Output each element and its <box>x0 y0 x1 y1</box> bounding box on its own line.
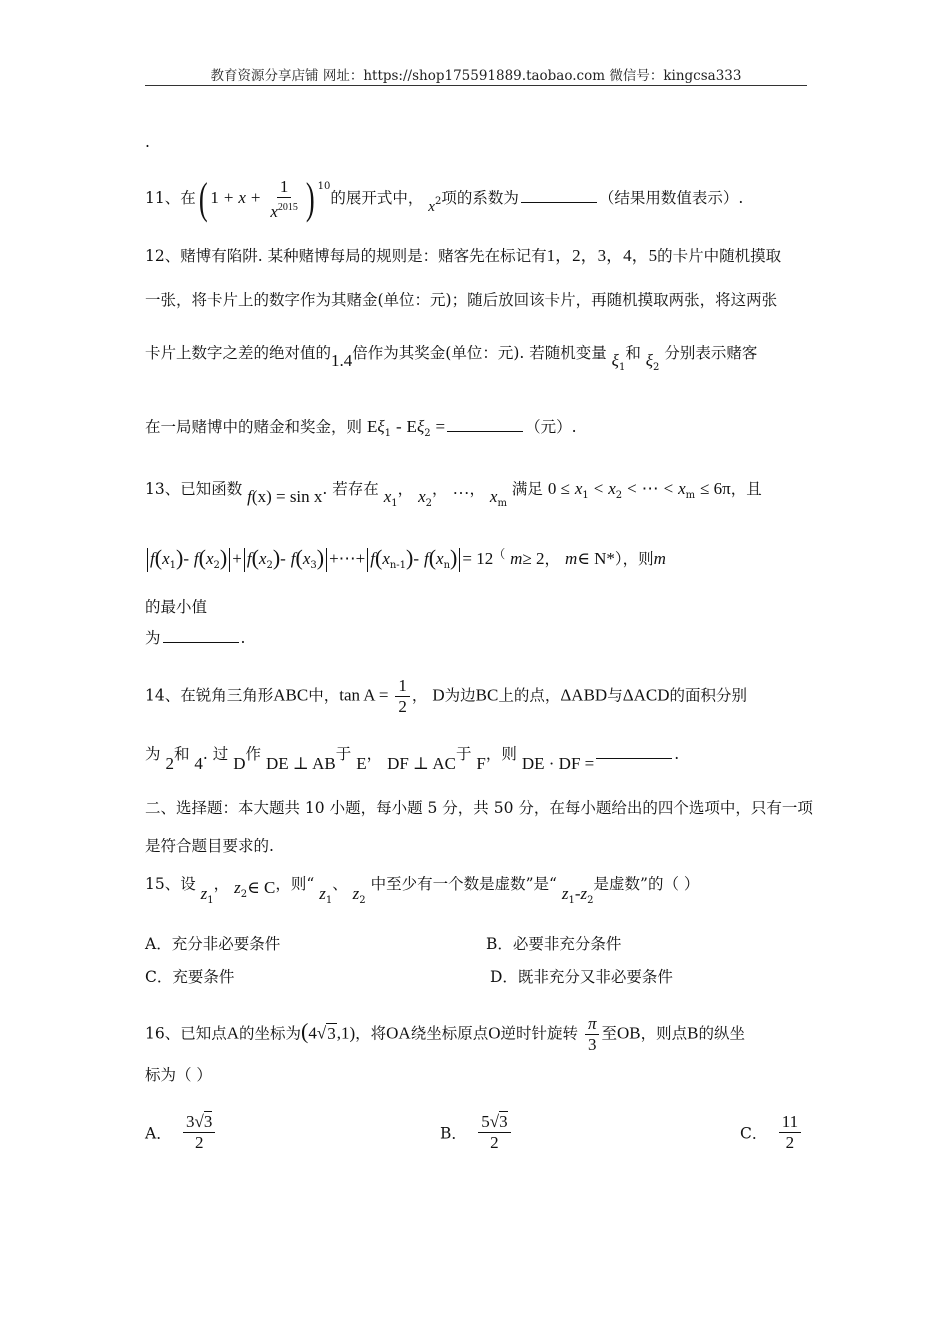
q13-cond-m1: m <box>510 549 523 568</box>
question-12-line-4 <box>145 416 577 445</box>
q13-sum-cdots: ⋯ <box>338 549 356 568</box>
q13-abs-bar-5 <box>367 548 368 572</box>
q16-coord-4: 4 <box>308 1023 317 1043</box>
q13-plus-2: + <box>329 549 339 568</box>
q15-z2-sub: 2 <box>240 889 248 900</box>
q15-in-C: ∈ C <box>247 878 276 897</box>
q14-area-text: 的面积分别 <box>669 686 748 705</box>
q13-cond-comma: ， <box>544 550 561 568</box>
q15-diff-z2: z <box>580 884 588 903</box>
q15-cond-z2-sub: 2 <box>359 895 366 906</box>
q11-open-paren: ( <box>198 174 208 223</box>
q13-plus-3: + <box>355 549 366 568</box>
q16-option-a[interactable] <box>145 1112 217 1153</box>
question-16-line-2: 标为（ ） <box>145 1066 212 1084</box>
q13-cond-close: ），则 <box>614 550 654 568</box>
q15-z1: z <box>200 884 208 903</box>
q13-term1-x: x <box>162 549 170 568</box>
q13-satisfy: 满足 <box>511 480 543 498</box>
q14-D-2: D <box>233 754 246 773</box>
q16-option-b-den: 2 <box>490 1133 499 1152</box>
q14-area-2: 2 <box>165 754 174 773</box>
q13-answer-blank[interactable] <box>163 628 239 643</box>
q16-rotate: 逆时针旋转 <box>500 1024 579 1043</box>
q13-ineq-x2: x <box>608 479 616 498</box>
q13-abs-bar-3 <box>244 548 245 572</box>
question-12-line-2: 一张，将卡片上的数字作为其赌金(单位：元)；随后放回该卡片，再随机摸取两张，将这两张 <box>145 291 778 309</box>
q15-option-d[interactable] <box>490 965 673 987</box>
q14-answer-blank[interactable] <box>596 744 672 759</box>
q13-term2-x: x <box>205 549 214 568</box>
q14-wei: 为 <box>145 745 161 763</box>
q13-term1-f: f <box>150 549 155 568</box>
q14-yu-3: 于 <box>455 745 472 763</box>
q13-f: f <box>247 487 252 506</box>
q15-option-c-text: C．充要条件 <box>145 968 235 986</box>
q16-jiang: ，将 <box>355 1024 387 1043</box>
q13-x1-sub: 1 <box>391 498 398 509</box>
q15-then: ，则“ <box>275 875 315 893</box>
q15-option-a[interactable] <box>145 932 280 954</box>
q16-coord-label: 的坐标为 <box>239 1024 302 1043</box>
q12-line1-text: 12、赌博有陷阱. 某种赌博每局的规则是：赌客先在标记有 <box>145 247 547 265</box>
q13-term2-f: f <box>193 549 199 568</box>
q14-shang-dian: 上的点， <box>498 686 561 705</box>
q16-O: O <box>488 1023 501 1043</box>
question-14-line-1 <box>145 676 747 717</box>
q13-cdots: ⋯ <box>641 479 659 498</box>
question-13-line-3: 的最小值 <box>145 598 208 616</box>
q11-term-exp: 2 <box>434 196 442 207</box>
q13-term3-f: f <box>246 549 252 568</box>
q13-cond-m2: m <box>565 549 578 568</box>
q13-period: . <box>240 629 246 647</box>
question-12-line-1 <box>145 245 781 267</box>
q14-tanA: tan A = <box>339 685 389 705</box>
q11-after: （结果用数值表示）. <box>598 189 744 207</box>
q13-term6-sub: n <box>443 560 451 571</box>
stray-dot: . <box>145 133 150 151</box>
section-2-line-1: 二、选择题：本大题共 10 小题，每小题 5 分，共 50 分，在每小题给出的四个选项中，只有一项 <box>145 799 813 817</box>
q15-cond-z2: z <box>352 884 360 903</box>
q14-he: 和 <box>173 745 190 763</box>
q13-term5-x: x <box>382 549 390 568</box>
q16-option-c-value <box>779 1112 801 1153</box>
q13-ineq-end: ≤ 6π <box>700 479 731 498</box>
q16-option-a-label: A． <box>145 1124 172 1143</box>
q11-mid: 的展开式中， <box>330 189 424 207</box>
q15-mid: 中至少有一个数是虚数”是“ <box>370 875 557 893</box>
q15-option-b-text: B．必要非充分条件 <box>486 935 622 953</box>
q13-lt-2: < <box>627 479 637 498</box>
q13-abs-bar-4 <box>326 548 327 572</box>
q12-xi-1-sub: 1 <box>618 362 626 373</box>
q13-term3-minus: - <box>280 549 286 568</box>
q13-abs-bar-2 <box>229 548 230 572</box>
q14-E: E <box>356 754 367 773</box>
q13-term1-open: ( <box>154 545 163 570</box>
q11-number: 11、在 <box>145 189 196 207</box>
q13-term3-sub: 2 <box>266 560 273 571</box>
q16-option-c-den: 2 <box>785 1133 795 1152</box>
question-16-line-1 <box>145 1014 745 1055</box>
q12-expect-sub-2: 2 <box>424 428 431 439</box>
q16-option-c-num: 11 <box>779 1112 801 1133</box>
q11-frac-den-base: x <box>270 201 278 221</box>
q16-option-a-den: 2 <box>194 1133 204 1152</box>
q16-OA: OA <box>386 1023 411 1043</box>
q12-line4-tail: （元）. <box>525 418 577 436</box>
q16-option-b-value: $\frac{5√3}{2}$ <box>478 1112 510 1153</box>
q14-area-4: 4 <box>194 754 203 773</box>
q11-plus-1: + <box>223 188 234 207</box>
q16-coord-rest: ,1) <box>336 1023 356 1043</box>
q11-frac-den-exp: 2015 <box>277 201 298 213</box>
q16-option-b-coef: 5 <box>481 1112 490 1131</box>
q13-term2-close: ) <box>219 545 228 570</box>
q13-term4-open: ( <box>295 545 303 570</box>
q13-term3-x: x <box>258 549 267 568</box>
question-13-line-4 <box>145 627 245 649</box>
q14-triangle-ACD: ΔACD <box>622 685 670 705</box>
q14-frac-num: 1 <box>395 676 410 697</box>
q13-line4-text: 为 <box>145 629 161 647</box>
q13-abs-bar-6 <box>459 548 460 572</box>
q13-comma-2: ， <box>432 480 448 498</box>
q13-xm: x <box>489 487 498 506</box>
q13-ellipsis: … <box>452 479 470 498</box>
q12-xi-2-sub: 2 <box>653 362 660 373</box>
q13-term3-close: ) <box>272 545 281 570</box>
q14-dot-product: DE · DF = <box>521 754 595 773</box>
q15-option-b[interactable] <box>486 932 621 954</box>
q13-xm-sub: m <box>497 498 507 509</box>
q11-plus-2: + <box>250 188 261 207</box>
q13-term1-close: ) <box>175 545 184 570</box>
q13-and: ，且 <box>730 480 762 498</box>
q13-cond-m3: m <box>653 549 666 568</box>
q12-line4-text: 在一局赌博中的赌金和奖金，则 <box>145 418 363 436</box>
q13-x1: x <box>383 487 392 506</box>
q13-comma-1: ， <box>397 480 414 498</box>
q13-ineq-start: 0 ≤ <box>547 479 570 498</box>
q13-ineq-x1: x <box>574 479 583 498</box>
q12-minus: - <box>395 417 402 436</box>
q13-x2: x <box>418 487 426 506</box>
q12-line3-text: 卡片上数字之差的绝对值的 <box>145 344 332 362</box>
q16-option-b-label: B． <box>440 1124 467 1143</box>
q13-cond-in-set: ∈ N* <box>577 549 615 568</box>
q11-power: 10 <box>317 181 331 192</box>
question-12-line-3 <box>145 342 757 379</box>
q12-line3-tail: 分别表示赌客 <box>664 344 758 362</box>
q13-equals-12: = 12 <box>462 549 494 568</box>
q11-close-paren: ) <box>305 174 315 223</box>
q14-DE-perp-AB: DE ⊥ AB <box>265 754 336 773</box>
q11-tail: 项的系数为 <box>441 189 519 207</box>
header-divider <box>145 85 807 86</box>
q16-coord-open: ( <box>301 1018 309 1044</box>
q13-cond-ge2: ≥ 2 <box>522 549 545 568</box>
q14-yu: 与 <box>607 686 623 705</box>
q13-cond-open: （ <box>493 547 506 561</box>
q14-intro: 14、在锐角三角形 <box>145 686 274 705</box>
q13-term4-f: f <box>290 549 296 568</box>
q13-term5-sub: n-1 <box>389 560 407 571</box>
q15-option-a-text: A．充分非必要条件 <box>145 935 281 953</box>
q13-term2-open: ( <box>198 545 206 570</box>
question-13-line-2 <box>145 543 666 577</box>
section-2-line-2: 是符合题目要求的. <box>145 837 274 855</box>
q14-BC: BC <box>475 685 499 705</box>
q13-term5-close: ) <box>406 545 414 570</box>
q11-answer-blank[interactable] <box>521 188 597 203</box>
q14-comma-1: ， <box>411 686 428 705</box>
q12-line3-mid: 倍作为其奖金(单位：元). 若随机变量 <box>352 344 607 362</box>
q12-line1-tail: 的卡片中随机摸取 <box>657 247 782 265</box>
q13-exists: . 若存在 <box>322 480 379 498</box>
q16-option-a-coef: 3 <box>186 1112 195 1131</box>
q14-period: . <box>674 745 680 763</box>
q15-comma: ， <box>213 875 230 893</box>
q14-DF-perp-AC: DF ⊥ AC <box>387 754 456 773</box>
q15-z1-sub: 1 <box>207 895 214 906</box>
q14-yu-2: 于 <box>335 745 352 763</box>
q14-ABC: ABC <box>273 685 309 705</box>
q16-zhi: 至 <box>601 1024 617 1043</box>
q16-around-origin: 绕坐标原点 <box>410 1024 489 1043</box>
q13-term1-sub: 1 <box>169 560 176 571</box>
q13-intro: 13、已知函数 <box>145 480 243 498</box>
page-header: 教育资源分享店铺 网址：https://shop175591889.taobao.com 微信号：kingcsa333 <box>210 68 742 84</box>
q16-option-c-label: C． <box>740 1124 768 1143</box>
q14-comma-2: ， <box>366 745 383 763</box>
q16-option-b[interactable] <box>440 1112 513 1153</box>
q14-zhong: 中， <box>308 686 340 705</box>
q13-term5-minus: - <box>413 549 420 568</box>
q15-cond-z1-sub: 1 <box>325 895 333 906</box>
q16-option-b-radicand: 3 <box>499 1112 508 1131</box>
q12-E-2: E <box>406 417 417 436</box>
q11-term-base: x <box>428 199 435 215</box>
q15-z2: z <box>234 878 241 897</box>
q12-expect-sub-1: 1 <box>384 428 391 439</box>
q16-sqrt-sign: √ <box>316 1023 327 1043</box>
q16-then: ，则点 <box>640 1024 688 1043</box>
q16-angle-num: π <box>585 1014 600 1035</box>
q13-term6-x: x <box>436 549 444 568</box>
q13-function-def: (x) = sin x <box>251 487 323 506</box>
q16-B: B <box>687 1023 699 1043</box>
q13-term5-open: ( <box>374 545 383 570</box>
q13-term1-minus: - <box>183 549 189 568</box>
q14-ze: ，则 <box>485 745 517 763</box>
q14-D: D <box>432 685 445 705</box>
q13-abs-bar-1 <box>147 548 148 572</box>
q15-diff-z2-sub: 2 <box>587 895 594 906</box>
q15-diff-z1-sub: 1 <box>568 895 575 906</box>
q12-and: 和 <box>625 344 641 362</box>
q16-angle-den: 3 <box>587 1035 597 1054</box>
q16-option-a-radicand: 3 <box>203 1112 213 1131</box>
q14-zuo: 作 <box>245 745 261 763</box>
q16-point-A: A <box>226 1023 240 1043</box>
q13-term2-sub: 2 <box>213 560 220 571</box>
q13-ineq-xm: x <box>678 479 686 498</box>
q12-xi-1: ξ <box>611 351 619 370</box>
q12-expect-xi-2: ξ <box>416 417 425 436</box>
q13-term4-sub: 3 <box>310 560 317 571</box>
q13-plus-1: + <box>232 549 242 568</box>
q15-diff-z1: z <box>561 884 569 903</box>
q11-fraction <box>267 177 301 222</box>
q15-option-c[interactable] <box>145 965 234 987</box>
q13-term6-f: f <box>423 549 429 568</box>
q13-lt-1: < <box>593 479 604 498</box>
q13-lt-3: < <box>663 479 674 498</box>
q14-wei-bian: 为边 <box>444 686 476 705</box>
q14-fraction <box>395 676 410 717</box>
q12-equals: = <box>435 417 446 436</box>
q14-frac-den: 2 <box>398 697 407 716</box>
q13-x2-sub: 2 <box>425 498 432 509</box>
q15-dun: 、 <box>332 875 348 893</box>
q15-option-d-text: D．既非充分又非必要条件 <box>490 968 673 986</box>
q15-intro: 15、设 <box>145 875 196 893</box>
q12-answer-blank[interactable] <box>447 417 523 432</box>
q16-option-c[interactable] <box>740 1112 803 1153</box>
question-14-line-2 <box>145 743 679 775</box>
q13-term5-f: f <box>370 549 375 568</box>
q16-tail: 的纵坐 <box>698 1024 745 1043</box>
q13-term3-open: ( <box>251 545 259 570</box>
q15-diff-minus: - <box>574 884 581 903</box>
q12-E-1: E <box>366 417 378 436</box>
q12-xi-2: ξ <box>645 351 654 370</box>
question-15 <box>145 873 699 912</box>
question-13-line-1 <box>145 478 762 515</box>
q13-comma-3: ， <box>469 480 485 498</box>
q12-factor: 1.4 <box>331 351 353 370</box>
q16-option-a-value: $\frac{3√3}{2}$ <box>183 1112 215 1153</box>
q15-tail: 是虚数”的（ ） <box>593 875 700 893</box>
q16-intro: 16、已知点 <box>145 1024 227 1043</box>
q11-x: x <box>238 188 246 207</box>
q15-cond-z1: z <box>319 884 326 903</box>
q16-OB: OB <box>617 1023 641 1043</box>
q13-term4-close: ) <box>316 545 325 570</box>
q13-term6-close: ) <box>450 545 458 570</box>
q14-triangle-ABD: ΔABD <box>560 685 608 705</box>
q14-guo: . 过 <box>202 745 229 763</box>
question-11 <box>145 176 743 222</box>
q12-cards: 1，2，3，4，5 <box>546 246 658 265</box>
q11-one: 1 <box>210 188 219 207</box>
q14-F: F <box>476 754 486 773</box>
q13-term4-x: x <box>302 549 311 568</box>
q16-coord-radicand: 3 <box>327 1023 336 1043</box>
q13-ineq-x2-sub: 2 <box>615 490 623 501</box>
q13-ineq-x1-sub: 1 <box>582 490 589 501</box>
q13-term6-open: ( <box>428 545 437 570</box>
q16-angle-fraction <box>585 1014 600 1055</box>
q11-frac-numerator: 1 <box>277 177 292 198</box>
q13-ineq-xm-sub: m <box>685 490 696 501</box>
q12-expect-xi-1: ξ <box>377 417 385 436</box>
